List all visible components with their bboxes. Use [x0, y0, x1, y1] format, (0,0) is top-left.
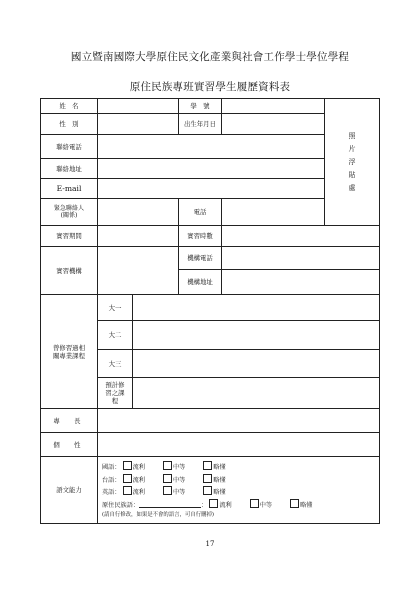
indigenous-language-input[interactable] — [139, 499, 201, 508]
colon-text: ： — [201, 501, 208, 509]
language-ability-label: 語文能力 — [41, 457, 98, 524]
basic-label: 略懂 — [213, 464, 226, 471]
email-field[interactable] — [98, 179, 325, 199]
fluent-label: 流利 — [219, 501, 232, 509]
photo-char: 浮 — [348, 157, 356, 166]
fluent-checkbox[interactable] — [123, 486, 132, 495]
intern-org-label: 實習機構 — [41, 247, 98, 295]
email-label: E-mail — [41, 179, 98, 199]
medium-checkbox[interactable] — [250, 499, 259, 508]
name-label: 姓 名 — [41, 99, 98, 114]
student-id-label: 學 號 — [179, 99, 222, 114]
language-note: (請自行修改，如果是不會的語言，可自行刪掉) — [102, 512, 215, 518]
medium-label: 中等 — [172, 489, 186, 496]
fluent-label: 流利 — [132, 464, 145, 471]
courses-text: 曾修習過相關專業課程 — [53, 343, 85, 360]
university-title: 國立暨南國際大學原住民文化產業與社會工作學士學位學程 — [70, 51, 350, 63]
specialty-label: 專 長 — [41, 409, 98, 433]
emergency-contact-text: 緊急聯絡人 — [53, 204, 84, 212]
basic-label: 略懂 — [300, 501, 313, 509]
medium-label: 中等 — [259, 501, 273, 509]
intern-period-field[interactable] — [98, 226, 179, 247]
indigenous-label: 原住民族語： — [102, 501, 140, 509]
emergency-contact-label — [41, 199, 98, 226]
basic-checkbox[interactable] — [203, 474, 212, 483]
language-row-taiwanese — [102, 474, 376, 487]
medium-checkbox[interactable] — [163, 474, 172, 483]
photo-char: 貼 — [348, 170, 356, 179]
language-ability-cell — [98, 457, 380, 524]
basic-label: 略懂 — [213, 476, 226, 484]
student-id-field[interactable] — [222, 99, 325, 114]
intern-hours-label: 實習時數 — [179, 226, 222, 247]
fluent-label: 流利 — [132, 476, 145, 484]
name-field[interactable] — [98, 99, 179, 114]
org-address-field[interactable] — [222, 270, 380, 295]
tel-field[interactable] — [222, 199, 325, 226]
org-phone-field[interactable] — [222, 247, 380, 270]
language-row-mandarin — [102, 461, 376, 474]
specialty-field[interactable] — [98, 409, 380, 433]
intern-hours-field[interactable] — [222, 226, 380, 247]
tel-label: 電話 — [179, 199, 222, 226]
year2-label: 大二 — [98, 321, 133, 350]
basic-checkbox[interactable] — [290, 499, 299, 508]
mandarin-label: 國語： — [102, 464, 121, 471]
intern-org-field[interactable] — [98, 247, 179, 295]
photo-area[interactable] — [325, 99, 380, 226]
address-field[interactable] — [98, 159, 325, 179]
fluent-checkbox[interactable] — [123, 474, 132, 483]
english-label: 英語： — [102, 489, 121, 496]
medium-checkbox[interactable] — [163, 486, 172, 495]
photo-char: 處 — [348, 183, 356, 192]
year1-label: 大一 — [98, 295, 133, 321]
year3-label: 大三 — [98, 350, 133, 378]
gender-field[interactable] — [98, 114, 179, 135]
year1-field[interactable] — [133, 295, 380, 321]
language-row-indigenous — [102, 499, 376, 512]
gender-label: 性 別 — [41, 114, 98, 135]
basic-label: 略懂 — [213, 489, 226, 496]
photo-char: 片 — [348, 144, 356, 153]
medium-label: 中等 — [172, 464, 186, 471]
phone-label: 聯絡電話 — [41, 135, 98, 159]
fluent-checkbox[interactable] — [209, 499, 218, 508]
planned-courses-label — [98, 378, 133, 409]
phone-field[interactable] — [98, 135, 325, 159]
courses-label — [41, 295, 98, 409]
intern-period-label: 實習期間 — [41, 226, 98, 247]
planned-courses-field[interactable] — [133, 378, 380, 409]
language-row-english — [102, 486, 376, 499]
year2-field[interactable] — [133, 321, 380, 350]
planned-courses-text: 預計修習之課程 — [105, 381, 125, 405]
resume-form-table — [40, 98, 380, 524]
org-phone-label: 機構電話 — [179, 247, 222, 270]
taiwanese-label: 台語： — [102, 476, 121, 484]
address-label: 聯絡地址 — [41, 159, 98, 179]
birthdate-field[interactable] — [222, 114, 325, 135]
birthdate-label: 出生年月日 — [179, 114, 222, 135]
fluent-checkbox[interactable] — [123, 461, 132, 470]
year3-field[interactable] — [133, 350, 380, 378]
personality-label: 個 性 — [41, 433, 98, 457]
personality-field[interactable] — [98, 433, 380, 457]
emergency-contact-field[interactable] — [98, 199, 179, 226]
form-title: 原住民族專班實習學生履歷資料表 — [129, 81, 291, 93]
medium-label: 中等 — [172, 476, 186, 484]
fluent-label: 流利 — [132, 489, 145, 496]
medium-checkbox[interactable] — [163, 461, 172, 470]
page-number: 17 — [205, 540, 215, 548]
relation-text: (關係) — [60, 212, 78, 219]
org-address-label: 機構地址 — [179, 270, 222, 295]
photo-char: 照 — [348, 131, 356, 140]
basic-checkbox[interactable] — [203, 461, 212, 470]
basic-checkbox[interactable] — [203, 486, 212, 495]
